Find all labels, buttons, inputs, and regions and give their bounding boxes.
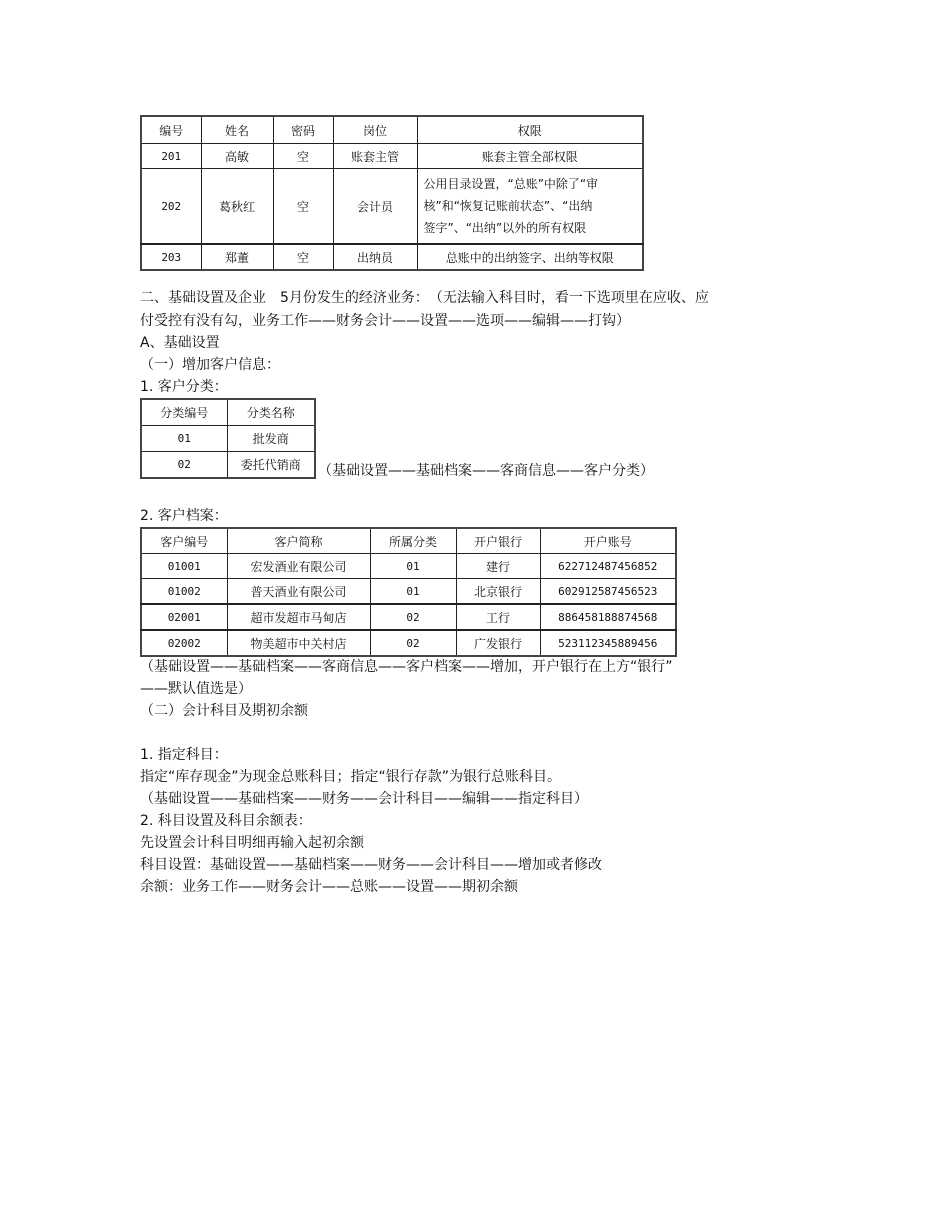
- col-header-id: 编号: [141, 116, 201, 144]
- cell-customer-code: 01001: [141, 554, 227, 579]
- cell-account: 602912587456523: [540, 579, 676, 605]
- cell-class: 02: [370, 604, 456, 630]
- part-a-title: A、基础设置: [140, 335, 220, 351]
- col-header-class-code: 分类编号: [141, 399, 227, 426]
- cell-customer-code: 02002: [141, 630, 227, 656]
- cell-account: 523112345889456: [540, 630, 676, 656]
- col-header-permission: 权限: [417, 116, 643, 144]
- cell-post: 账套主管: [333, 144, 417, 169]
- permission-line: 公用目录设置，“总账”中除了“审: [423, 177, 599, 191]
- roles-table: [140, 115, 644, 271]
- cell-customer-code: 02001: [141, 604, 227, 630]
- cell-bank: 北京银行: [456, 579, 540, 605]
- customer-file-note: （基础设置——基础档案——客商信息——客户档案——增加，开户银行在上方“银行”: [140, 659, 673, 675]
- customer-class-table: [140, 398, 316, 479]
- cell-permission: [417, 169, 643, 245]
- section-heading: 二、基础设置及企业 5月份发生的经济业务： （无法输入科目时，看一下选项里在应收、应: [140, 290, 709, 306]
- table-row: [141, 579, 676, 605]
- cell-class-name: 批发商: [227, 426, 315, 452]
- col-header-bank: 开户银行: [456, 528, 540, 554]
- col-header-name: 姓名: [201, 116, 273, 144]
- subject-setup-desc: 先设置会计科目明细再输入起初余额: [140, 835, 364, 851]
- table-row: [141, 630, 676, 656]
- cell-post: 出纳员: [333, 244, 417, 270]
- cell-bank: 广发银行: [456, 630, 540, 656]
- cell-class: 01: [370, 554, 456, 579]
- assign-subject-desc: 指定“库存现金”为现金总账科目；指定“银行存款”为银行总账科目。: [140, 769, 562, 785]
- subsection-title: （一）增加客户信息：: [140, 357, 280, 373]
- cell-account: 622712487456852: [540, 554, 676, 579]
- customer-file-note-cont: ——默认值选是）: [140, 681, 252, 697]
- assign-subject-path: （基础设置——基础档案——财务——会计科目——编辑——指定科目）: [140, 791, 588, 807]
- table-row: [141, 604, 676, 630]
- cell-password: 空: [273, 244, 333, 270]
- table-header-row: [141, 399, 315, 426]
- col-header-class: 所属分类: [370, 528, 456, 554]
- cell-password: 空: [273, 144, 333, 169]
- cell-bank: 建行: [456, 554, 540, 579]
- cell-name: 郑董: [201, 244, 273, 270]
- table-row: [141, 426, 315, 452]
- cell-password: 空: [273, 169, 333, 245]
- table-row: [141, 554, 676, 579]
- cell-customer-name: 超市发超市马甸店: [227, 604, 370, 630]
- cell-bank: 工行: [456, 604, 540, 630]
- customer-file-table: [140, 527, 677, 657]
- cell-class-name: 委托代销商: [227, 452, 315, 479]
- cell-customer-name: 普天酒业有限公司: [227, 579, 370, 605]
- cell-customer-name: 宏发酒业有限公司: [227, 554, 370, 579]
- customer-class-path: （基础设置——基础档案——客商信息——客户分类）: [318, 463, 654, 479]
- cell-name: 葛秋红: [201, 169, 273, 245]
- cell-name: 高敏: [201, 144, 273, 169]
- cell-class-code: 02: [141, 452, 227, 479]
- subject-setup-title: 2. 科目设置及科目余额表：: [140, 813, 312, 829]
- table-header-row: [141, 116, 643, 144]
- cell-id: 202: [141, 169, 201, 245]
- cell-id: 203: [141, 244, 201, 270]
- table-row: [141, 169, 643, 245]
- cell-id: 201: [141, 144, 201, 169]
- col-header-account: 开户账号: [540, 528, 676, 554]
- cell-permission: 总账中的出纳签字、出纳等权限: [417, 244, 643, 270]
- col-header-customer-code: 客户编号: [141, 528, 227, 554]
- cell-class-code: 01: [141, 426, 227, 452]
- cell-permission: 账套主管全部权限: [417, 144, 643, 169]
- cell-post: 会计员: [333, 169, 417, 245]
- col-header-password: 密码: [273, 116, 333, 144]
- cell-customer-code: 01002: [141, 579, 227, 605]
- table-row: [141, 244, 643, 270]
- assign-subject-title: 1. 指定科目：: [140, 747, 228, 763]
- customer-file-title: 2. 客户档案：: [140, 508, 228, 524]
- cell-class: 02: [370, 630, 456, 656]
- table-row: [141, 144, 643, 169]
- subject-setup-path: 科目设置：基础设置——基础档案——财务——会计科目——增加或者修改: [140, 857, 602, 873]
- col-header-post: 岗位: [333, 116, 417, 144]
- permission-line: 签字”、“出纳”以外的所有权限: [423, 221, 587, 235]
- col-header-customer-name: 客户简称: [227, 528, 370, 554]
- table-row: [141, 452, 315, 479]
- balance-path: 余额：业务工作——财务会计——总账——设置——期初余额: [140, 879, 518, 895]
- section-heading-cont: 付受控有没有勾，业务工作——财务会计——设置——选项——编辑——打钩）: [140, 313, 630, 329]
- col-header-class-name: 分类名称: [227, 399, 315, 426]
- cell-account: 886458188874568: [540, 604, 676, 630]
- subsection-title: （二）会计科目及期初余额: [140, 703, 308, 719]
- permission-line: 核”和“恢复记账前状态”、“出纳: [423, 199, 593, 213]
- cell-class: 01: [370, 579, 456, 605]
- customer-class-title: 1. 客户分类：: [140, 379, 228, 395]
- cell-customer-name: 物美超市中关村店: [227, 630, 370, 656]
- table-header-row: [141, 528, 676, 554]
